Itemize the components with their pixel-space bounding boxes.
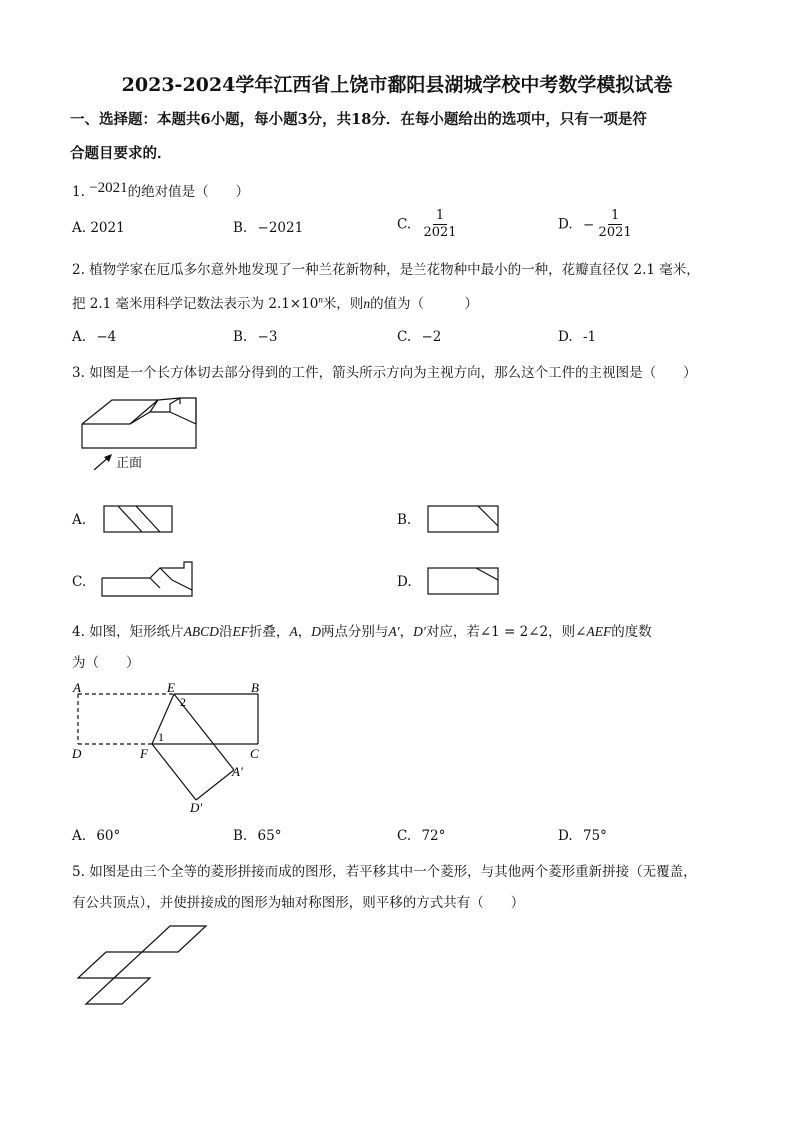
q4-text: 对应，若∠1 = 2∠2，则∠	[425, 624, 587, 640]
option-letter: B.	[233, 329, 248, 345]
option-letter: D.	[558, 216, 573, 233]
option-sign: −	[582, 216, 595, 233]
q4-var: EF	[232, 624, 249, 639]
angle-label-2: 2	[180, 695, 186, 709]
question-number: 2.	[72, 262, 85, 278]
option-text: 60°	[96, 828, 121, 844]
question-number: 3.	[72, 365, 85, 381]
section-header-line2: 合题目要求的．	[70, 145, 172, 162]
q4-text: 两点分别与	[320, 624, 389, 640]
question-5-text: 如图是由三个全等的菱形拼接而成的图形，若平移其中一个菱形，与其他两个菱形重新拼接（无覆盖，	[89, 864, 697, 880]
option-letter: B.	[233, 828, 248, 844]
label-D: D	[72, 746, 82, 761]
question-number: 5.	[72, 864, 85, 880]
question-number: 4.	[72, 624, 85, 640]
q4-var: ABCD	[183, 624, 219, 639]
denominator: 2021	[598, 225, 632, 240]
option-letter: D.	[558, 828, 573, 844]
option-letter: A.	[72, 329, 87, 345]
denominator: 2021	[423, 225, 457, 240]
angle-label-1: 1	[158, 730, 164, 744]
rhombus-bottom	[86, 978, 150, 1004]
option-text: −4	[96, 329, 117, 345]
label-A-prime: A′	[232, 764, 243, 779]
question-1-value: −2021	[89, 180, 128, 196]
option-letter: D.	[558, 329, 573, 345]
q4-var: D′	[413, 624, 426, 639]
question-2-text: 的值为（ ）	[370, 296, 479, 312]
question-4-line2: 为（ ）	[72, 655, 140, 671]
option-letter: D.	[397, 574, 412, 590]
option-letter: A.	[72, 512, 87, 528]
q4-text: 如图，矩形纸片	[89, 624, 184, 640]
variable: n	[363, 296, 371, 311]
label-B: B	[251, 680, 259, 695]
rhombus-top	[142, 926, 206, 952]
label-E: E	[167, 680, 175, 695]
option-text: 72°	[421, 828, 446, 844]
question-2-text: 米，则	[322, 296, 364, 312]
option-letter: C.	[72, 574, 87, 590]
option-letter: B.	[233, 220, 248, 236]
option-letter: B.	[397, 512, 412, 528]
q4-text: ，	[297, 624, 312, 640]
exponent: n	[318, 294, 323, 305]
numerator: 1	[608, 208, 622, 225]
q4-var: A′	[388, 624, 400, 639]
q4-text: 的度数	[611, 624, 652, 640]
option-letter: C.	[397, 828, 412, 844]
q4-text: 沿	[218, 624, 233, 640]
option-text: -1	[582, 329, 597, 345]
question-5-line2: 有公共顶点），并使拼接成的图形为轴对称图形，则平移的方式共有（ ）	[72, 895, 525, 911]
section-header-line1: 一、选择题：本题共6小题，每小题3分，共18分．在每小题给出的选项中，只有一项是符	[70, 111, 647, 128]
label-D-prime: D′	[190, 800, 203, 815]
option-letter: A.	[72, 828, 87, 844]
option-text: 2021	[90, 220, 125, 236]
q3-figure-label-front: 正面	[116, 456, 143, 471]
option-letter: C.	[397, 216, 412, 233]
option-text: −2021	[257, 220, 304, 236]
label-C: C	[250, 746, 259, 761]
option-text: −2	[421, 329, 442, 345]
q4-text: 折叠，	[248, 624, 290, 640]
numerator: 1	[433, 208, 447, 225]
q4-var: A	[289, 624, 298, 639]
option-text: 65°	[257, 828, 282, 844]
q4-text: ，	[399, 624, 414, 640]
rhombus-middle	[78, 952, 142, 978]
question-number: 1.	[72, 184, 85, 200]
question-1-text: 的绝对值是（ ）	[127, 184, 250, 200]
label-A: A	[73, 680, 81, 695]
option-text: 75°	[582, 828, 607, 844]
page-title: 2023-2024学年江西省上饶市鄱阳县湖城学校中考数学模拟试卷	[121, 74, 673, 96]
option-letter: A.	[72, 220, 87, 236]
q4-var: D	[311, 624, 321, 639]
question-3-text: 如图是一个长方体切去部分得到的工件，箭头所示方向为主视方向，那么这个工件的主视图是（ ）	[89, 365, 697, 381]
option-letter: C.	[397, 329, 412, 345]
question-2-text: 植物学家在厄瓜多尔意外地发现了一种兰花新物种，是兰花物种中最小的一种，花瓣直径仅 2.1 毫米，	[89, 262, 700, 278]
question-2-text: 把 2.1 毫米用科学记数法表示为 2.1×10	[72, 296, 319, 312]
q4-var: AEF	[586, 624, 612, 639]
option-text: −3	[257, 329, 278, 345]
label-F: F	[140, 746, 148, 761]
